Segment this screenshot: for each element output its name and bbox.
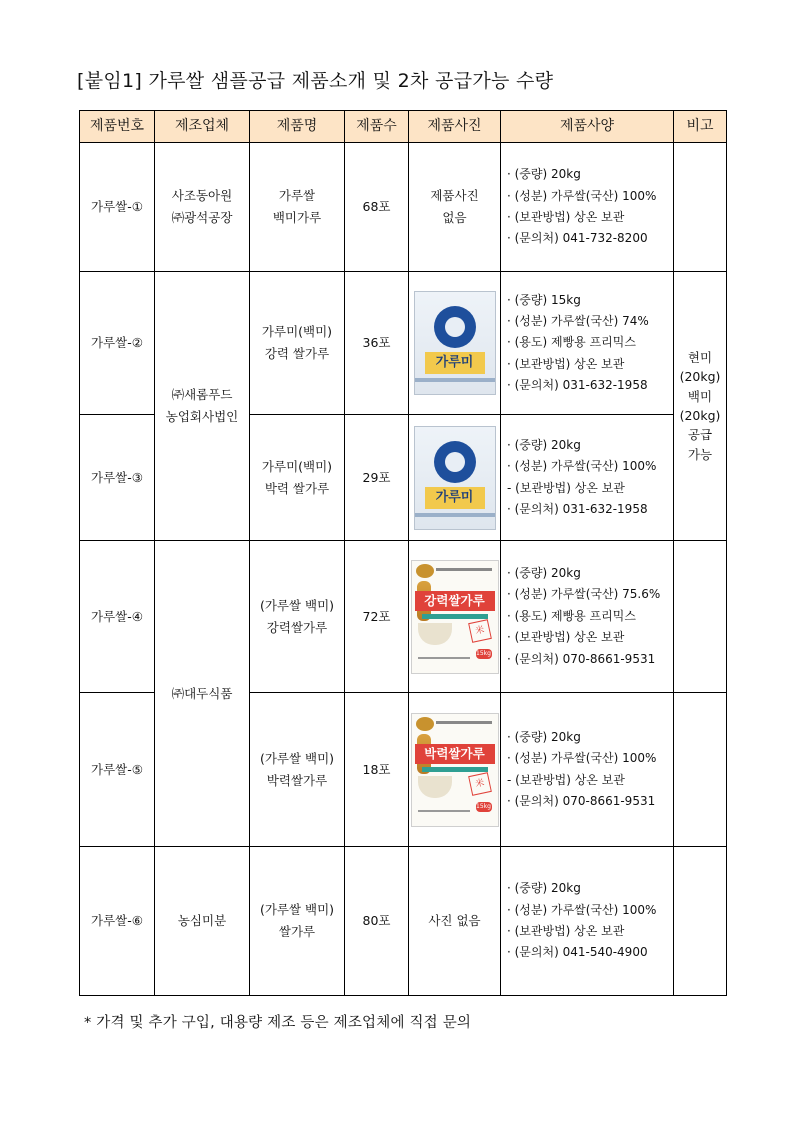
- product-spec: [501, 272, 674, 415]
- brand-logo-icon: [416, 717, 434, 731]
- product-number: 가루쌀-④: [80, 541, 155, 693]
- product-spec: [501, 541, 674, 693]
- table-row: [80, 847, 727, 996]
- product-spec: [501, 143, 674, 272]
- spec-line: · (보관방법) 상온 보관: [507, 924, 625, 938]
- product-number: 가루쌀-⑤: [80, 693, 155, 847]
- spec-line: · (성분) 가루쌀(국산) 100%: [507, 902, 657, 917]
- product-photo: [409, 272, 501, 415]
- product-name-line1: (가루쌀 백미): [259, 750, 335, 766]
- brand-emblem-icon: [434, 441, 476, 483]
- bowl-icon: [418, 623, 452, 645]
- brand-logo-icon: [416, 564, 434, 578]
- product-name-line1: (가루쌀 백미): [259, 597, 335, 613]
- product-name-line1: (가루쌀 백미): [259, 902, 335, 918]
- table-row: [80, 541, 727, 693]
- flour-bag-image: [414, 426, 496, 530]
- table-header-row: [80, 111, 727, 143]
- product-photo: [409, 541, 501, 693]
- remark-line: 가능: [687, 446, 713, 462]
- product-name-line1: 가루미(백미): [261, 458, 333, 474]
- table-row: [80, 272, 727, 415]
- product-name: [250, 272, 345, 415]
- header-count: 제품수: [345, 111, 409, 143]
- maker: 농심미분: [155, 847, 250, 996]
- spec-line: · (성분) 가루쌀(국산) 75.6%: [507, 587, 661, 602]
- maker-name: ㈜새롬푸드: [171, 387, 233, 403]
- package-label: 박력쌀가루: [415, 744, 495, 764]
- header-product-number: 제품번호: [80, 111, 155, 143]
- remark-line: 백미: [687, 388, 713, 404]
- product-count: 18포: [345, 693, 409, 847]
- product-number: 가루쌀-③: [80, 415, 155, 541]
- product-photo: 사진 없음: [409, 847, 501, 996]
- spec-line: - (보관방법) 상온 보관: [507, 772, 625, 787]
- spec-line: · (문의처) 070-8661-9531: [507, 793, 656, 808]
- maker-name-sub: 농업회사법인: [165, 409, 239, 424]
- product-name-line2: 강력쌀가루: [266, 619, 328, 635]
- product-number: 가루쌀-①: [80, 143, 155, 272]
- product-count: 29포: [345, 415, 409, 541]
- remark-cell: [674, 272, 727, 541]
- bowl-icon: [418, 776, 452, 798]
- flour-bag-image: [414, 291, 496, 395]
- spec-line: · (중량) 20kg: [507, 167, 581, 182]
- flour-package-image: [411, 560, 499, 674]
- no-photo-label: 제품사진: [430, 188, 479, 204]
- bag-label: 가루미: [425, 352, 485, 374]
- spec-line: - (보관방법) 상온 보관: [507, 480, 625, 495]
- remark-cell: [674, 143, 727, 272]
- product-count: 80포: [345, 847, 409, 996]
- product-name-line2: 박력 쌀가루: [264, 480, 330, 496]
- spec-line: · (중량) 20kg: [507, 881, 581, 896]
- spec-line: · (문의처) 070-8661-9531: [507, 651, 656, 666]
- spec-line: · (문의처) 041-540-4900: [507, 945, 648, 960]
- product-count: 68포: [345, 143, 409, 272]
- spec-line: · (보관방법) 상온 보관: [507, 356, 625, 371]
- brand-emblem-icon: [434, 306, 476, 348]
- product-name-line1: 가루쌀: [278, 188, 316, 204]
- product-name-line2: 백미가루: [272, 210, 322, 225]
- spec-line: · (보관방법) 상온 보관: [507, 630, 625, 645]
- rice-seal: 米: [468, 772, 492, 796]
- product-name: [250, 415, 345, 541]
- product-name: [250, 847, 345, 996]
- spec-line: · (용도) 제빵용 프리믹스: [507, 608, 636, 623]
- header-spec: 제품사양: [501, 111, 674, 143]
- spec-line: · (중량) 15kg: [507, 292, 581, 307]
- product-count: 36포: [345, 272, 409, 415]
- product-table: [79, 110, 727, 996]
- product-name-line2: 강력 쌀가루: [264, 346, 330, 361]
- product-name-line2: 박력쌀가루: [266, 772, 328, 788]
- maker-name: 사조동아원: [171, 188, 233, 204]
- header-maker: 제조업체: [155, 111, 250, 143]
- remark-cell: [674, 847, 727, 996]
- product-photo: [409, 143, 501, 272]
- rice-seal: 米: [468, 619, 492, 643]
- product-name: [250, 143, 345, 272]
- no-photo-label-2: 없음: [442, 210, 467, 225]
- product-spec: [501, 415, 674, 541]
- spec-line: · (용도) 제빵용 프리믹스: [507, 335, 636, 350]
- product-name-line1: 가루미(백미): [261, 324, 333, 340]
- header-remark: 비고: [674, 111, 727, 143]
- remark-line: (20kg): [679, 408, 721, 423]
- product-photo: [409, 415, 501, 541]
- spec-line: · (성분) 가루쌀(국산) 100%: [507, 188, 657, 203]
- spec-line: · (문의처) 031-632-1958: [507, 378, 648, 393]
- remark-cell: [674, 541, 727, 693]
- weight-badge: 15kg: [476, 802, 491, 810]
- product-name: [250, 541, 345, 693]
- maker: ㈜대두식품: [155, 541, 250, 847]
- package-label: 강력쌀가루: [415, 591, 495, 611]
- spec-line: · (중량) 20kg: [507, 566, 581, 581]
- spec-line: · (성분) 가루쌀(국산) 74%: [507, 313, 649, 328]
- weight-badge: 15kg: [476, 649, 491, 657]
- product-count: 72포: [345, 541, 409, 693]
- spec-line: · (문의처) 041-732-8200: [507, 231, 648, 246]
- remark-line: (20kg): [679, 369, 721, 385]
- spec-line: · (중량) 20kg: [507, 437, 581, 452]
- product-photo: [409, 693, 501, 847]
- page-title: [붙임1] 가루쌀 샘플공급 제품소개 및 2차 공급가능 수량: [77, 70, 554, 92]
- spec-line: · (문의처) 031-632-1958: [507, 501, 648, 516]
- header-photo: 제품사진: [409, 111, 501, 143]
- spec-line: · (성분) 가루쌀(국산) 100%: [507, 459, 657, 474]
- product-number: 가루쌀-②: [80, 272, 155, 415]
- bag-label: 가루미: [425, 487, 485, 509]
- header-product-name: 제품명: [250, 111, 345, 143]
- flour-package-image: [411, 713, 499, 827]
- maker-name-sub: ㈜광석공장: [171, 210, 233, 225]
- product-name-line2: 쌀가루: [278, 924, 316, 939]
- product-spec: [501, 693, 674, 847]
- spec-line: · (보관방법) 상온 보관: [507, 210, 625, 224]
- maker: [155, 143, 250, 272]
- product-spec: [501, 847, 674, 996]
- product-name: [250, 693, 345, 847]
- footnote: * 가격 및 추가 구입, 대용량 제조 등은 제조업체에 직접 문의: [84, 1015, 472, 1031]
- remark-line: 공급: [687, 427, 713, 443]
- maker: [155, 272, 250, 541]
- product-number: 가루쌀-⑥: [80, 847, 155, 996]
- remark-cell: [674, 693, 727, 847]
- spec-line: · (중량) 20kg: [507, 729, 581, 744]
- spec-line: · (성분) 가루쌀(국산) 100%: [507, 751, 657, 766]
- table-row: [80, 143, 727, 272]
- remark-line: 현미: [687, 349, 713, 365]
